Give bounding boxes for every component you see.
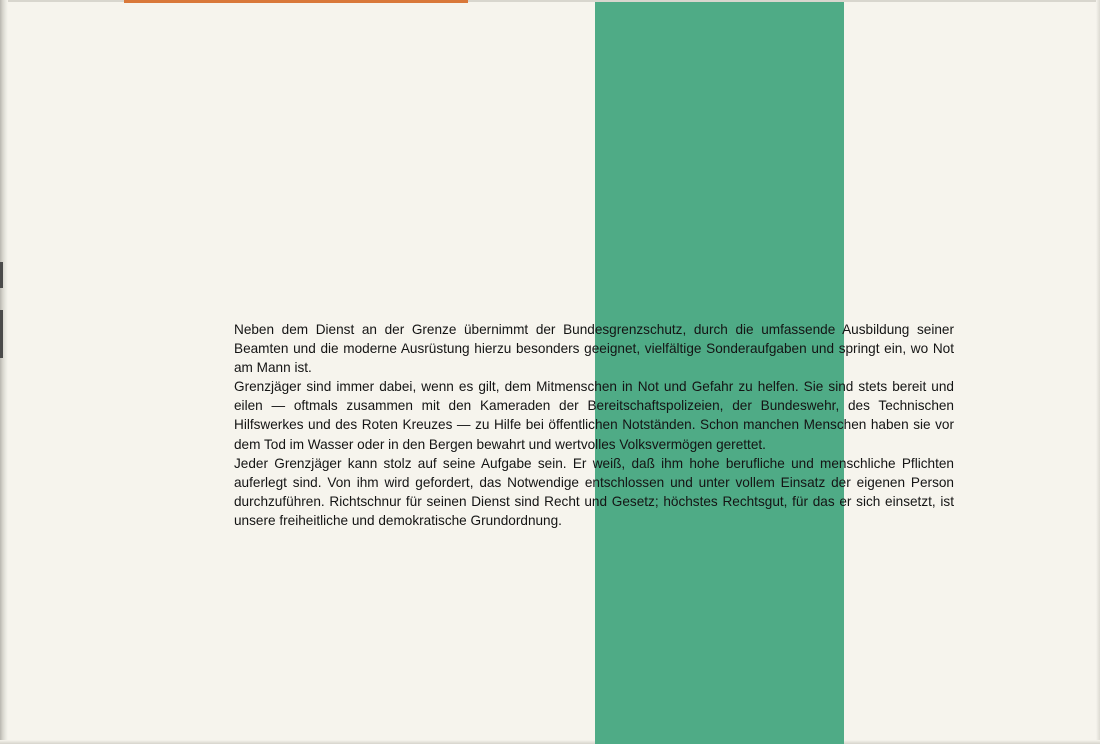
paragraph-hilfe: Grenzjäger sind immer dabei, wenn es gilt, dem Mitmenschen in Not und Gefahr zu helfen. Sie sind stets bereit und eilen — oftmals zusammen mit den Kameraden der Bereitschaftspolizeien, der Bundeswehr, des Technischen Hilfswerkes und des Roten Kreuzes — zu Hilfe bei öffentlichen Notständen. Schon manchen Menschen haben sie vor dem Tod im Wasser oder in den Bergen bewahrt und wertvolles Volksvermögen gerettet.	[234, 379, 954, 452]
paragraph-sonderaufgaben: Neben dem Dienst an der Grenze übernimmt der Bundesgrenzschutz, durch die umfassende Ausbildung seiner Beamten und die moderne Ausrüstung hierzu besonders geeignet, vielfältige Sonderaufgaben und springt ein, wo Not am Mann ist.	[234, 322, 954, 376]
orange-top-strip	[124, 0, 468, 3]
left-page-edge	[0, 0, 8, 744]
bottom-page-edge	[0, 740, 1100, 744]
paragraph-pflichten: Jeder Grenzjäger kann stolz auf seine Aufgabe sein. Er weiß, daß ihm hohe berufliche und menschliche Pflichten auferlegt sind. Von ihm wird gefordert, das Notwendige entschlossen und unter vollem Einsatz der eigenen Person durchzuführen. Richtschnur für seinen Dienst sind Recht und Gesetz; höchstes Rechtsgut, für das er sich einsetzt, ist unsere freiheitliche und demokratische Grundordnung.	[234, 455, 954, 528]
left-edge-mark	[0, 262, 3, 288]
body-text	[234, 320, 954, 530]
left-edge-mark	[0, 310, 3, 358]
right-page-edge	[1096, 0, 1100, 744]
